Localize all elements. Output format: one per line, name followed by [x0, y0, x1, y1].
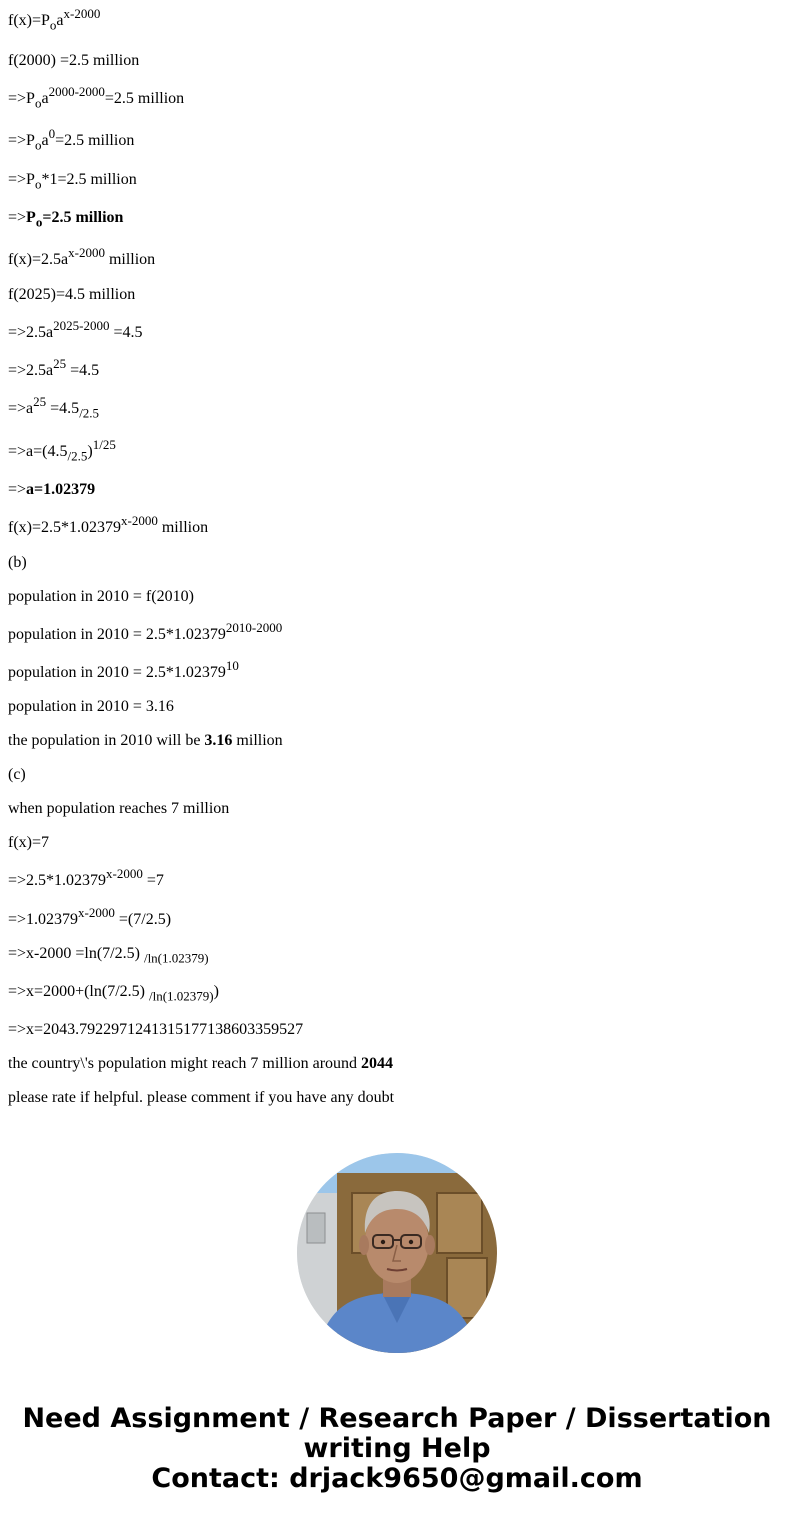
- text: =>P: [8, 171, 35, 188]
- superscript: 25: [53, 355, 67, 371]
- equation-line: [8, 393, 100, 421]
- superscript: 10: [225, 657, 239, 673]
- bold-text: a=1.02379: [26, 481, 96, 498]
- text: the country\'s population might reach 7 million around: [8, 1055, 362, 1072]
- superscript: 1/25: [92, 436, 116, 452]
- subscript: o: [35, 214, 43, 230]
- text: million: [104, 251, 156, 268]
- equation-line: [8, 171, 137, 192]
- equation-line: [8, 52, 139, 70]
- text: (b): [8, 554, 27, 571]
- equation-line: [8, 286, 135, 304]
- equation-line: [8, 481, 95, 499]
- text: *1=2.5 million: [41, 171, 137, 188]
- equation-line: [8, 983, 219, 1004]
- text: =>x-2000 =ln(7/2.5): [8, 945, 144, 962]
- subscript: /ln(1.02379): [148, 988, 214, 1004]
- text: the population in 2010 will be: [8, 732, 205, 749]
- text: f(x)=7: [8, 834, 50, 851]
- subscript: /2.5: [67, 448, 88, 464]
- text: f(2000) =2.5 million: [8, 52, 140, 69]
- text: population in 2010 = 2.5*1.02379: [8, 664, 226, 681]
- equation-line: [8, 834, 49, 852]
- text: population in 2010 = f(2010): [8, 588, 194, 605]
- equation-line: [8, 355, 100, 380]
- superscript: x-2000: [121, 512, 158, 528]
- equation-line: [8, 865, 164, 890]
- text: =>x=2000+(ln(7/2.5): [8, 983, 149, 1000]
- equation-line: [8, 698, 174, 716]
- promo-line: writing Help: [303, 1433, 491, 1464]
- bold-text: P: [26, 209, 36, 226]
- text: =>P: [8, 90, 35, 107]
- section-label: [8, 766, 26, 784]
- text: =(7/2.5): [114, 911, 172, 928]
- contact-email: Contact: drjack9650@gmail.com: [151, 1463, 643, 1494]
- text: a: [41, 90, 49, 107]
- text: =>a=(4.5: [8, 443, 68, 460]
- equation-line: [8, 436, 116, 464]
- answer-line: [8, 1055, 393, 1073]
- promo-line: Need Assignment / Research Paper / Dissertation: [22, 1403, 772, 1434]
- text: =>1.02379: [8, 911, 79, 928]
- promo-banner: [0, 1404, 794, 1494]
- bold-text: 2044: [361, 1055, 394, 1072]
- text: population in 2010 = 2.5*1.02379: [8, 626, 226, 643]
- subscript: /2.5: [79, 405, 100, 421]
- text: =>x=2043.7922971241315177138603359527: [8, 1021, 304, 1038]
- text: =4.5: [66, 362, 100, 379]
- text: =>2.5*1.02379: [8, 872, 107, 889]
- text: please rate if helpful. please comment if you have any doubt: [8, 1089, 395, 1106]
- equation-line: [8, 512, 209, 537]
- subscript: /ln(1.02379): [143, 950, 209, 966]
- superscript: x-2000: [63, 5, 101, 21]
- text: =2.5 million: [55, 132, 135, 149]
- text: a: [41, 132, 49, 149]
- superscript: x-2000: [106, 865, 143, 881]
- superscript: 2025-2000: [53, 317, 110, 333]
- equation-line: [8, 657, 239, 682]
- text: when population reaches 7 million: [8, 800, 230, 817]
- equation-line: [8, 83, 185, 111]
- subscript: o: [49, 17, 57, 33]
- text: =7: [142, 872, 164, 889]
- text: (c): [8, 766, 26, 783]
- text: =>2.5a: [8, 324, 54, 341]
- superscript: 2000-2000: [48, 83, 105, 99]
- text: f(2025)=4.5 million: [8, 286, 136, 303]
- answer-line: [8, 732, 283, 750]
- superscript: 0: [48, 125, 56, 141]
- author-photo: [297, 1153, 497, 1353]
- equation-line: [8, 244, 156, 269]
- text: ): [213, 983, 219, 1000]
- superscript: 2010-2000: [225, 619, 283, 635]
- superscript: x-2000: [68, 244, 105, 260]
- text: f(x)=2.5*1.02379: [8, 519, 122, 536]
- text: f(x)=2.5a: [8, 251, 69, 268]
- text: =>a: [8, 400, 34, 417]
- text: =>2.5a: [8, 362, 54, 379]
- equation-line: [8, 1021, 303, 1039]
- subscript: o: [34, 176, 42, 192]
- bold-text: 3.16: [204, 732, 233, 749]
- equation-line: [8, 317, 143, 342]
- equation-line: [8, 619, 283, 644]
- text: million: [232, 732, 283, 749]
- equation-line: [8, 800, 229, 818]
- text: million: [157, 519, 209, 536]
- text: a: [56, 12, 64, 29]
- text: population in 2010 = 3.16: [8, 698, 174, 715]
- equation-line: [8, 945, 209, 966]
- text: =2.5 million: [104, 90, 185, 107]
- superscript: x-2000: [78, 904, 115, 920]
- text: =>P: [8, 132, 35, 149]
- equation-line: [8, 5, 101, 33]
- equation-line: [8, 904, 172, 929]
- closing-note: [8, 1089, 394, 1107]
- text: =>: [8, 209, 27, 226]
- text: ): [87, 443, 93, 460]
- subscript: o: [34, 137, 42, 153]
- text: =>: [8, 481, 27, 498]
- author-avatar: [297, 1153, 497, 1353]
- text: =4.5: [46, 400, 80, 417]
- equation-line: [8, 588, 194, 606]
- text: f(x)=P: [8, 12, 50, 29]
- subscript: o: [34, 95, 42, 111]
- equation-line: [8, 125, 135, 153]
- superscript: 25: [33, 393, 47, 409]
- text: =4.5: [109, 324, 143, 341]
- bold-text: =2.5 million: [42, 209, 124, 226]
- section-label: [8, 554, 27, 572]
- equation-line: [8, 209, 124, 230]
